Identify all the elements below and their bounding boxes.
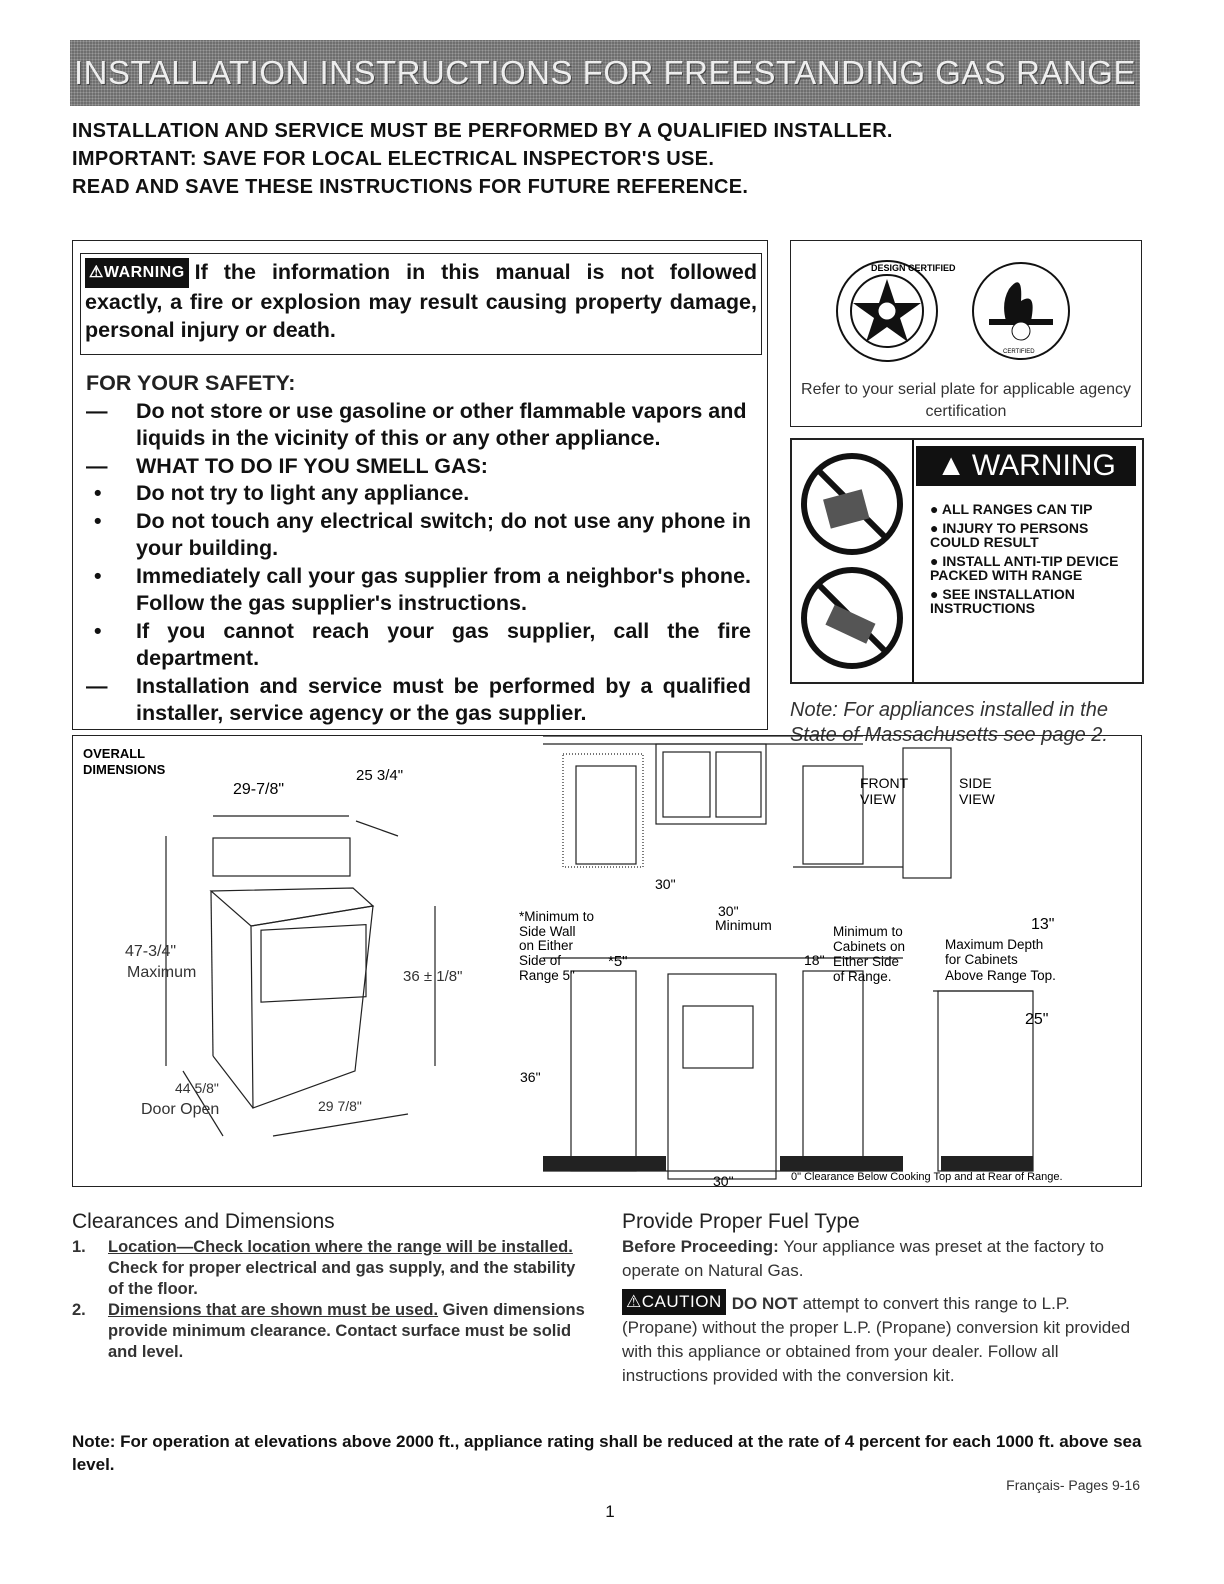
range-width-label: 30" [713, 1173, 734, 1186]
logo2-text: CERTIFIED [1003, 349, 1035, 355]
min-cab-line: Either Side [833, 954, 900, 969]
page-title: INSTALLATION INSTRUCTIONS FOR FREESTANDING GAS RANGE [74, 54, 1136, 91]
min-cab-line: Cabinets on [833, 939, 906, 954]
fuel-title: Provide Proper Fuel Type [622, 1210, 860, 1233]
gas-bullet-3: Immediately call your gas supplier from a neighbor's phone. Follow the gas supplier's instructions. [136, 563, 751, 615]
safety-item-3: Installation and service must be performed by a qualified installer, service agency or the gas supplier. [136, 673, 751, 725]
min-30-label-2: Minimum [715, 917, 772, 933]
clearance-note: 0" Clearance Below Cooking Top and at Rear of Range. [791, 1171, 1063, 1183]
five-inch-label: *5" [608, 953, 628, 970]
door-open-label-2: Door Open [141, 1101, 220, 1118]
item-number: 2. [72, 1301, 86, 1319]
location-heading: Location—Check location where the range will be installed. [108, 1238, 573, 1256]
caution-badge: ⚠CAUTION [622, 1289, 726, 1315]
gas-bullet-2: Do not touch any electrical switch; do not use any phone in your building. [136, 508, 751, 560]
max-height-label-2: Maximum [127, 964, 197, 981]
dimensions-heading: Dimensions that are shown must be used. [108, 1301, 439, 1319]
tip-item: SEE INSTALLATION INSTRUCTIONS [930, 586, 1075, 616]
depth-label: 25 3/4" [356, 767, 404, 784]
warning-icon: ▲ [936, 449, 966, 482]
item-number: 1. [72, 1238, 86, 1256]
caution-text: attempt to convert this range to L.P. (Propane) without the proper L.P. (Propane) conversion kit provided with this appliance or obtained from your dealer. Follow all instructions provided with the conversion kit. [622, 1294, 1131, 1385]
height-label: 36 ± 1/8" [403, 968, 463, 985]
warning-badge: ⚠WARNING [85, 258, 189, 288]
warning-statement [80, 253, 762, 355]
tip-item: INJURY TO PERSONS COULD RESULT [930, 520, 1089, 550]
max-depth-line: Above Range Top. [945, 968, 1056, 983]
base-width-label: 29 7/8" [318, 1098, 362, 1114]
location-text: Check for proper electrical and gas supply, and the stability of the floor. [108, 1259, 576, 1298]
gas-bullet-1: Do not try to light any appliance. [136, 481, 470, 505]
dimensions-text: Given dimensions provide minimum clearance. Contact surface must be solid and level. [108, 1301, 585, 1361]
label-divider [912, 440, 914, 682]
logo1-text: DESIGN CERTIFIED [871, 263, 956, 273]
safety-title: FOR YOUR SAFETY: [86, 371, 296, 395]
gas-certified-logo [973, 263, 1069, 359]
max-depth-line: Maximum Depth [945, 937, 1044, 952]
front-view-label-2: VIEW [860, 791, 896, 807]
side-view-label-2: VIEW [959, 791, 995, 807]
toe-kick [543, 1156, 666, 1171]
toe-kick [941, 1156, 1033, 1171]
hood-width-label: 30" [655, 876, 676, 892]
fuel-section [622, 1210, 1140, 1388]
before-label: Before Proceeding: [622, 1237, 779, 1256]
min-cab-line: Minimum to [833, 924, 903, 939]
certification-logos [791, 241, 1141, 371]
dimensions-diagram [72, 735, 1142, 1187]
intro-line-1: INSTALLATION AND SERVICE MUST BE PERFORMED BY A QUALIFIED INSTALLER. [72, 120, 893, 142]
clearances-title: Clearances and Dimensions [72, 1210, 335, 1233]
min-cab-line: of Range. [833, 969, 892, 984]
counter-height-label: 36" [520, 1069, 541, 1085]
massachusetts-note: Note: For appliances installed in the State of Massachusetts see page 2. [790, 699, 1108, 746]
min-cabinets-note [833, 924, 905, 984]
side-wall-line: *Minimum to [519, 909, 595, 924]
side-wall-line: Range 5" [519, 968, 575, 983]
intro-line-2: IMPORTANT: SAVE FOR LOCAL ELECTRICAL INSPECTOR'S USE. [72, 148, 715, 170]
tip-item: INSTALL ANTI-TIP DEVICE PACKED WITH RANGE [930, 553, 1119, 583]
page-number: 1 [605, 1502, 615, 1521]
diagram-title-1: OVERALL [83, 746, 146, 761]
clearances-section [72, 1210, 590, 1363]
eighteen-inch-label: 18" [804, 952, 825, 968]
side-wall-note [519, 909, 594, 983]
width-label: 29-7/8" [233, 781, 285, 798]
safety-item-1: Do not store or use gasoline or other flammable vapors and liquids in the vicinity of this or any other appliance. [136, 398, 747, 450]
warning-heading [916, 446, 1136, 486]
safety-section: FOR YOUR SAFETY: — Do not store or use gasoline or other flammable vapors and liquids in the vicinity of this or any other appliance. — WHAT TO DO IF YOU SMELL GAS: • Do not try to light any appliance. • Do not touch any electrical switch; do not use any phone in your building. • Immediately call your gas supplier from a neighbor's phone. Follow the gas supplier's instructions. • If you cannot reach your gas supplier, call the fire department. — Installation and service must be performed by a qualified installer, service agency or the gas supplier. [86, 371, 751, 725]
twenty-five-inch-label: 25" [1025, 1011, 1049, 1028]
anti-tip-label [790, 438, 1144, 684]
max-depth-note [945, 937, 1056, 983]
gas-bullet-4: If you cannot reach your gas supplier, call the fire department. [136, 618, 751, 670]
min-30-label: 30" [718, 903, 739, 919]
toe-kick [780, 1156, 903, 1171]
tip-item: ALL RANGES CAN TIP [941, 501, 1093, 517]
caution-bold: DO NOT [731, 1294, 798, 1313]
altitude-note: Note: For operation at elevations above 2000 ft., appliance rating shall be reduced at the rate of 4 percent for each 1000 ft. above sea level. [72, 1432, 1142, 1474]
certification-box [790, 240, 1142, 427]
diagram-title-2: DIMENSIONS [83, 762, 166, 777]
before-text: Your appliance was preset at the factory to operate on Natural Gas. [622, 1237, 1104, 1280]
french-pages: Français- Pages 9-16 [1006, 1477, 1140, 1493]
diagram-svg [73, 736, 1141, 1186]
max-height-label: 47-3/4" [125, 943, 177, 960]
warning-heading-text: WARNING [971, 449, 1116, 482]
max-depth-line: for Cabinets [945, 952, 1018, 967]
design-certified-logo [837, 261, 956, 361]
tip-items: ● ALL RANGES CAN TIP ● INJURY TO PERSONS COULD RESULT ● INSTALL ANTI-TIP DEVICE PACKED WITH RANGE ● SEE INSTALLATION INSTRUCTIONS [930, 501, 1119, 616]
intro-line-3: READ AND SAVE THESE INSTRUCTIONS FOR FUTURE REFERENCE. [72, 176, 749, 198]
side-wall-line: Side Wall [519, 924, 576, 939]
certification-caption: Refer to your serial plate for applicable agency certification [801, 381, 1131, 420]
warning-text: If the information in this manual is not followed exactly, a fire or explosion may result causing property damage, personal injury or death. [85, 260, 757, 342]
side-wall-line: on Either [519, 938, 574, 953]
front-view-label: FRONT [860, 775, 909, 791]
page-header-banner [70, 40, 1140, 106]
safety-item-2: WHAT TO DO IF YOU SMELL GAS: [136, 453, 488, 478]
door-open-label: 44 5/8" [175, 1080, 219, 1096]
tip-hazard-icons [798, 448, 910, 678]
side-view-label: SIDE [959, 775, 992, 791]
thirteen-inch-label: 13" [1031, 916, 1055, 933]
side-wall-line: Side of [519, 953, 562, 968]
